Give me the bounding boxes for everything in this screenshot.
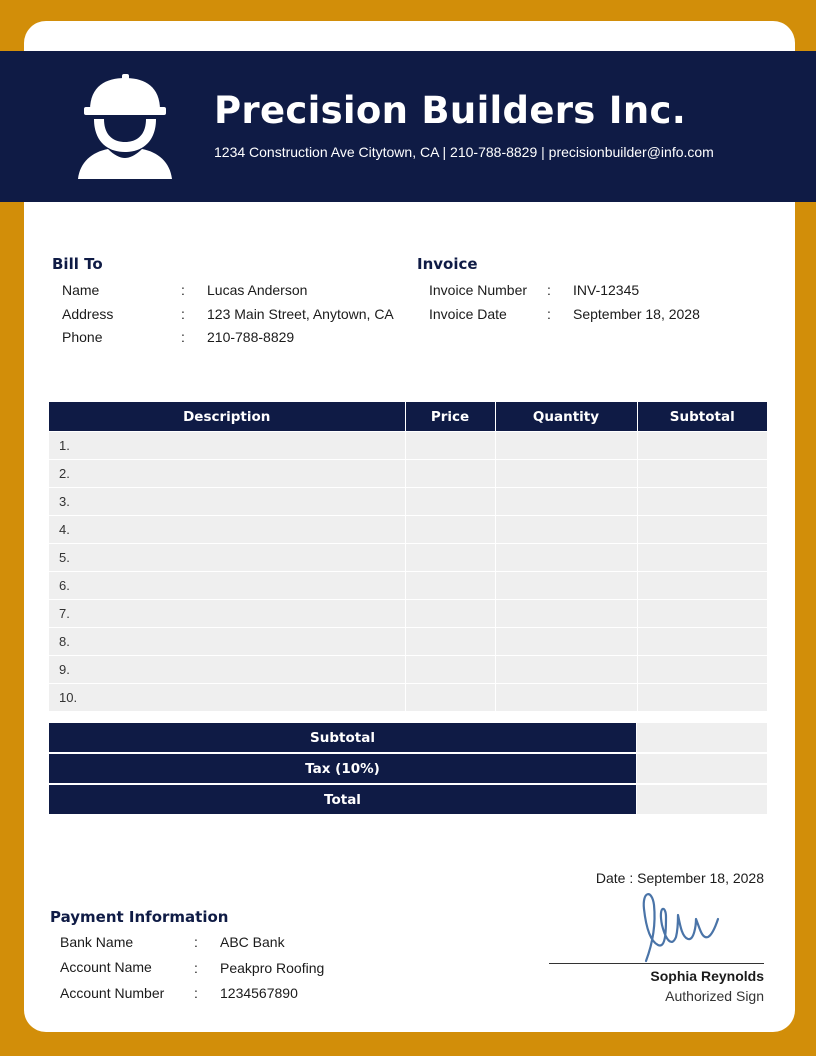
quantity-cell: [495, 516, 637, 544]
row-number: 3.: [49, 488, 405, 516]
row-number: 9.: [49, 656, 405, 684]
subtotal-cell: [637, 488, 767, 516]
price-cell: [405, 488, 495, 516]
table-row: [49, 516, 767, 544]
account-number-sep: :: [194, 985, 198, 1001]
invoice-date-sep: :: [547, 306, 551, 322]
row-number: 6.: [49, 572, 405, 600]
items-header-row: [49, 402, 767, 432]
quantity-cell: [495, 488, 637, 516]
bank-name-value: ABC Bank: [220, 934, 285, 950]
table-row: [49, 572, 767, 600]
subtotal-cell: [637, 684, 767, 712]
account-name-sep: :: [194, 960, 198, 976]
header-subtotal: Subtotal: [637, 402, 767, 432]
bank-name-label: Bank Name: [60, 934, 134, 950]
header-price: Price: [405, 402, 495, 432]
company-contact: 1234 Construction Ave Citytown, CA | 210-788-8829 | precisionbuilder@info.com: [214, 144, 714, 160]
invoice-date-value: September 18, 2028: [573, 306, 700, 322]
quantity-cell: [495, 572, 637, 600]
table-row: [49, 656, 767, 684]
bill-to-address-label: Address: [62, 306, 114, 322]
row-number: 4.: [49, 516, 405, 544]
price-cell: [405, 684, 495, 712]
bill-to-name-value: Lucas Anderson: [207, 282, 308, 298]
row-number: 5.: [49, 544, 405, 572]
tax-value: [637, 754, 767, 783]
row-number: 2.: [49, 460, 405, 488]
company-name: Precision Builders Inc.: [214, 89, 687, 132]
quantity-cell: [495, 628, 637, 656]
price-cell: [405, 600, 495, 628]
bill-to-phone-value: 210-788-8829: [207, 329, 295, 345]
invoice-number-value: INV-12345: [573, 282, 640, 298]
quantity-cell: [495, 600, 637, 628]
subtotal-cell: [637, 600, 767, 628]
payment-title: Payment Information: [50, 908, 229, 926]
price-cell: [405, 572, 495, 600]
invoice-date-label: Invoice Date: [429, 306, 507, 322]
row-number: 10.: [49, 684, 405, 712]
header-description: Description: [49, 402, 405, 432]
subtotal-cell: [637, 656, 767, 684]
bill-to-name-sep: :: [181, 282, 185, 298]
signer-role: Authorized Sign: [665, 988, 764, 1004]
table-row: [49, 544, 767, 572]
quantity-cell: [495, 656, 637, 684]
table-row: [49, 684, 767, 712]
table-row: [49, 488, 767, 516]
price-cell: [405, 432, 495, 460]
account-number-value: 1234567890: [220, 985, 298, 1001]
row-number: 8.: [49, 628, 405, 656]
bill-to-address-value: 123 Main Street, Anytown, CA: [207, 306, 394, 322]
totals-block: [49, 723, 767, 816]
subtotal-row: [49, 723, 767, 752]
quantity-cell: [495, 684, 637, 712]
table-row: [49, 432, 767, 460]
tax-row: [49, 754, 767, 783]
signature-date: Date : September 18, 2028: [595, 870, 764, 886]
items-table: [49, 402, 767, 711]
subtotal-value: [637, 723, 767, 752]
price-cell: [405, 628, 495, 656]
bill-to-title: Bill To: [52, 255, 103, 273]
table-row: [49, 628, 767, 656]
price-cell: [405, 544, 495, 572]
subtotal-cell: [637, 572, 767, 600]
tax-label: Tax (10%): [49, 754, 636, 783]
bill-to-phone-label: Phone: [62, 329, 103, 345]
signature-line: [549, 963, 764, 964]
total-row: [49, 785, 767, 814]
table-row: [49, 460, 767, 488]
invoice-number-label: Invoice Number: [429, 282, 528, 298]
table-row: [49, 600, 767, 628]
quantity-cell: [495, 544, 637, 572]
subtotal-cell: [637, 460, 767, 488]
bill-to-address-sep: :: [181, 306, 185, 322]
account-number-label: Account Number: [60, 985, 165, 1001]
total-value: [637, 785, 767, 814]
row-number: 1.: [49, 432, 405, 460]
construction-worker-icon: [72, 72, 178, 182]
invoice-number-sep: :: [547, 282, 551, 298]
total-label: Total: [49, 785, 636, 814]
header-quantity: Quantity: [495, 402, 637, 432]
subtotal-cell: [637, 516, 767, 544]
bill-to-phone-sep: :: [181, 329, 185, 345]
handwritten-signature: [636, 885, 726, 965]
quantity-cell: [495, 432, 637, 460]
signer-name: Sophia Reynolds: [650, 968, 764, 984]
subtotal-label: Subtotal: [49, 723, 636, 752]
subtotal-cell: [637, 628, 767, 656]
price-cell: [405, 460, 495, 488]
price-cell: [405, 516, 495, 544]
account-name-value: Peakpro Roofing: [220, 960, 325, 976]
invoice-title: Invoice: [417, 255, 478, 273]
subtotal-cell: [637, 544, 767, 572]
subtotal-cell: [637, 432, 767, 460]
account-name-label: Account Name: [60, 959, 152, 975]
bank-name-sep: :: [194, 934, 198, 950]
row-number: 7.: [49, 600, 405, 628]
quantity-cell: [495, 460, 637, 488]
price-cell: [405, 656, 495, 684]
bill-to-name-label: Name: [62, 282, 100, 298]
